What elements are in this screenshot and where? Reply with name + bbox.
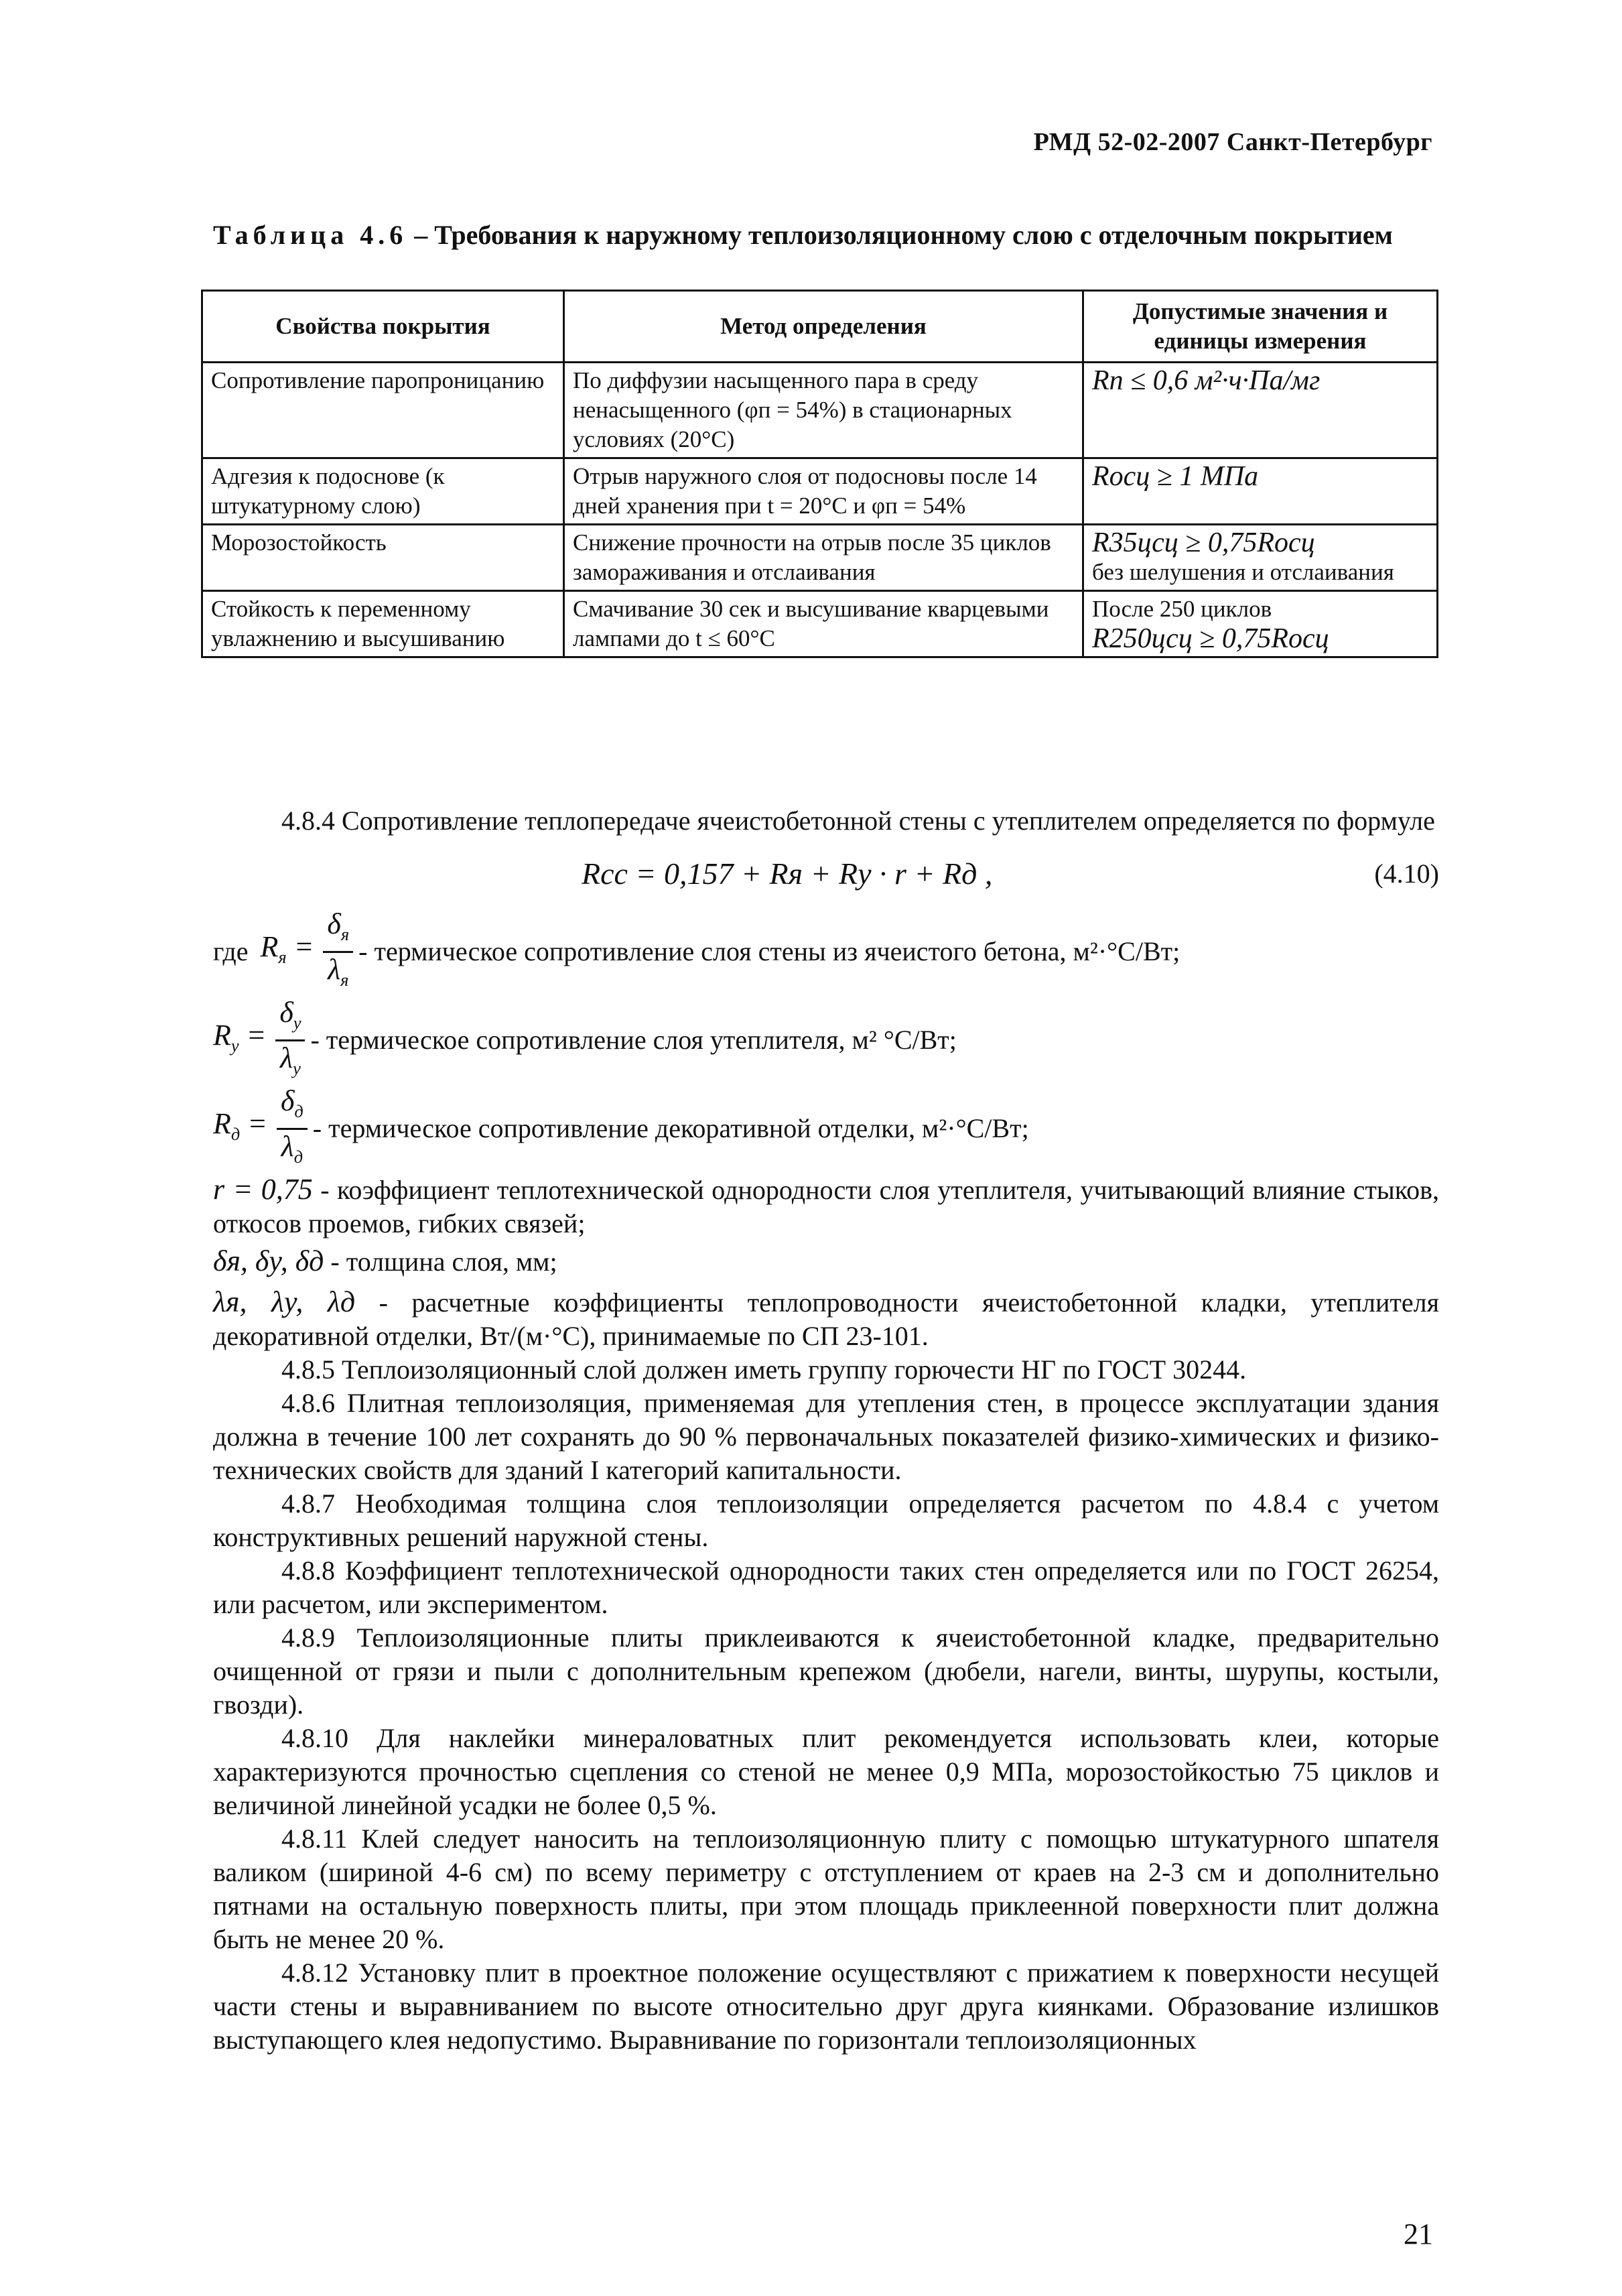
paragraph-4-8-4: 4.8.4 Сопротивление теплопередаче ячеистобетонной стены с утеплителем определяется по формуле — [281, 806, 1435, 836]
value-note: После 250 циклов — [1092, 596, 1272, 622]
page-number: 21 — [1404, 2218, 1433, 2250]
fraction-r-y: $\frac{\delta_у}{\lambda_у}$ — [275, 996, 305, 1085]
value-note: без шелушения и отслаивания — [1092, 559, 1394, 585]
paragraph-4-8-11: 4.8.11 Клей следует наносить на теплоизоляционную плиту с помощью штукатурного шпателя валиком (шириной 4-6 см) по всему периметру с отступлением от краев на 2-3 см и дополнительно пятнами на остальную поверхность плиты, при этом площадь приклеенной поверхности плит должна быть не менее 20 %. — [213, 1824, 1439, 1954]
formula-4-10 — [213, 840, 1439, 907]
fraction-r-ya: $\frac{\delta_я}{\lambda_я}$ — [323, 907, 353, 997]
paragraph-4-8-8: 4.8.8 Коэффициент теплотехнической однородности таких стен определяется или по ГОСТ 26254, или расчетом, или экспериментом. — [213, 1555, 1439, 1619]
table-row — [202, 591, 1438, 657]
table-caption-text: – Требования к наружному теплоизоляционному слою с отделочным покрытием — [407, 220, 1393, 250]
symbol-r-d: $R_д$ = — [213, 1106, 267, 1144]
definition-delta — [213, 1245, 1439, 1279]
table-caption — [213, 218, 1432, 252]
table-row — [202, 525, 1438, 591]
property-cell: Сопротивление паропроницанию — [202, 363, 564, 458]
where-word: где — [213, 936, 249, 966]
paragraph-4-8-12: 4.8.12 Установку плит в проектное положение осуществляют с прижатием к поверхности несущей части стены и выравниванием по высоте относительно друг друга киянками. Образование излишков выступающего клея недопустимо. Выравнивание по горизонтали теплоизоляционных — [213, 1958, 1439, 2055]
definition-text: - термическое сопротивление слоя утеплителя, м² °С/Вт; — [310, 1025, 957, 1055]
symbol-delta: δя, δу, δд — [213, 1245, 324, 1277]
definition-text: - расчетные коэффициенты теплопроводности ячеистобетонной кладки, утеплителя декоративной отделки, Вт/(м·°С), принимаемые по СП 23-101. — [213, 1287, 1440, 1351]
body-text — [213, 804, 1439, 2057]
table-header-row — [202, 291, 1438, 363]
formula-expression: Rсс = 0,157 + Rя + Rу · r + Rд , — [582, 856, 993, 891]
symbol-r-ya: $R_я$ = — [260, 930, 314, 967]
fraction-r-d: $\frac{\delta_д}{\lambda_д}$ — [277, 1084, 308, 1173]
definition-text: - термическое сопротивление слоя стены из ячеистого бетона, м²·°С/Вт; — [358, 936, 1180, 966]
definition-r-d — [213, 1084, 1439, 1173]
formula-number: (4.10) — [1374, 858, 1439, 889]
method-cell: По диффузии насыщенного пара в среду ненасыщенного (φп = 54%) в стационарных условиях (20°C) — [564, 363, 1083, 458]
definition-r-ya — [213, 907, 1439, 996]
paragraph-4-8-7: 4.8.7 Необходимая толщина слоя теплоизоляции определяется расчетом по 4.8.4 с учетом конструктивных решений наружной стены. — [213, 1488, 1439, 1552]
definition-lambda — [213, 1285, 1439, 1353]
method-cell: Отрыв наружного слоя от подосновы после 14 дней хранения при t = 20°C и φп = 54% — [564, 458, 1083, 525]
property-cell: Стойкость к переменному увлажнению и высушиванию — [202, 591, 564, 657]
property-cell: Адгезия к подоснове (к штукатурному слою) — [202, 458, 564, 525]
paragraph-4-8-6: 4.8.6 Плитная теплоизоляция, применяемая для утепления стен, в процессе эксплуатации здания должна в течение 100 лет сохранять до 90 % первоначальных показателей физико-химических и физико-технических свойств для зданий I категорий капитальности. — [213, 1388, 1439, 1485]
method-cell: Смачивание 30 сек и высушивание кварцевыми лампами до t ≤ 60°C — [564, 591, 1083, 657]
symbol-r-y: $R_у$ = — [213, 1018, 267, 1056]
paragraph-4-8-5: 4.8.5 Теплоизоляционный слой должен иметь группу горючести НГ по ГОСТ 30244. — [281, 1354, 1247, 1385]
definition-text: - толщина слоя, мм; — [324, 1247, 557, 1277]
paragraph-4-8-10: 4.8.10 Для наклейки минераловатных плит рекомендуется использовать клеи, которые характеризуются прочностью сцепления со стеной не менее 0,9 МПа, морозостойкостью 75 циклов и величиной линейной усадки не более 0,5 %. — [213, 1723, 1439, 1820]
table-row — [202, 363, 1438, 458]
table-caption-label: Таблица 4.6 — [213, 220, 408, 250]
document-header: РМД 52-02-2007 Санкт-Петербург — [1033, 128, 1432, 156]
column-header: Свойства покрытия — [202, 291, 564, 363]
symbol-lambda: λя, λу, λд — [213, 1285, 356, 1318]
property-cell: Морозостойкость — [202, 525, 564, 591]
value-cell — [1083, 525, 1438, 591]
value-cell — [1083, 591, 1438, 657]
definition-text: - термическое сопротивление декоративной отделки, м²·°С/Вт; — [312, 1113, 1029, 1143]
value-formula: R250цсц ≥ 0,75Rосц — [1092, 623, 1329, 654]
column-header: Метод определения — [564, 291, 1083, 363]
paragraph-4-8-9: 4.8.9 Теплоизоляционные плиты приклеиваются к ячеистобетонной кладке, предварительно очищенной от грязи и пыли с дополнительным крепежом (дюбели, нагели, винты, шурупы, костыли, гвозди). — [213, 1622, 1439, 1720]
value-formula: R35цсц ≥ 0,75Rосц — [1092, 527, 1315, 558]
value-cell: Rп ≤ 0,6 м²·ч·Па/мг — [1083, 363, 1438, 458]
table-row — [202, 458, 1438, 525]
definition-r — [213, 1173, 1439, 1240]
value-cell: Rосц ≥ 1 МПа — [1083, 458, 1438, 525]
definition-text: - коэффициент теплотехнической однородности слоя утеплителя, учитывающий влияние стыков, откосов проемов, гибких связей; — [213, 1175, 1439, 1238]
symbol-r: r = 0,75 — [213, 1173, 313, 1206]
requirements-table — [201, 290, 1438, 658]
definition-r-y — [213, 996, 1439, 1084]
method-cell: Снижение прочности на отрыв после 35 циклов замораживания и отслаивания — [564, 525, 1083, 591]
column-header: Допустимые значения и единицы измерения — [1083, 291, 1438, 363]
